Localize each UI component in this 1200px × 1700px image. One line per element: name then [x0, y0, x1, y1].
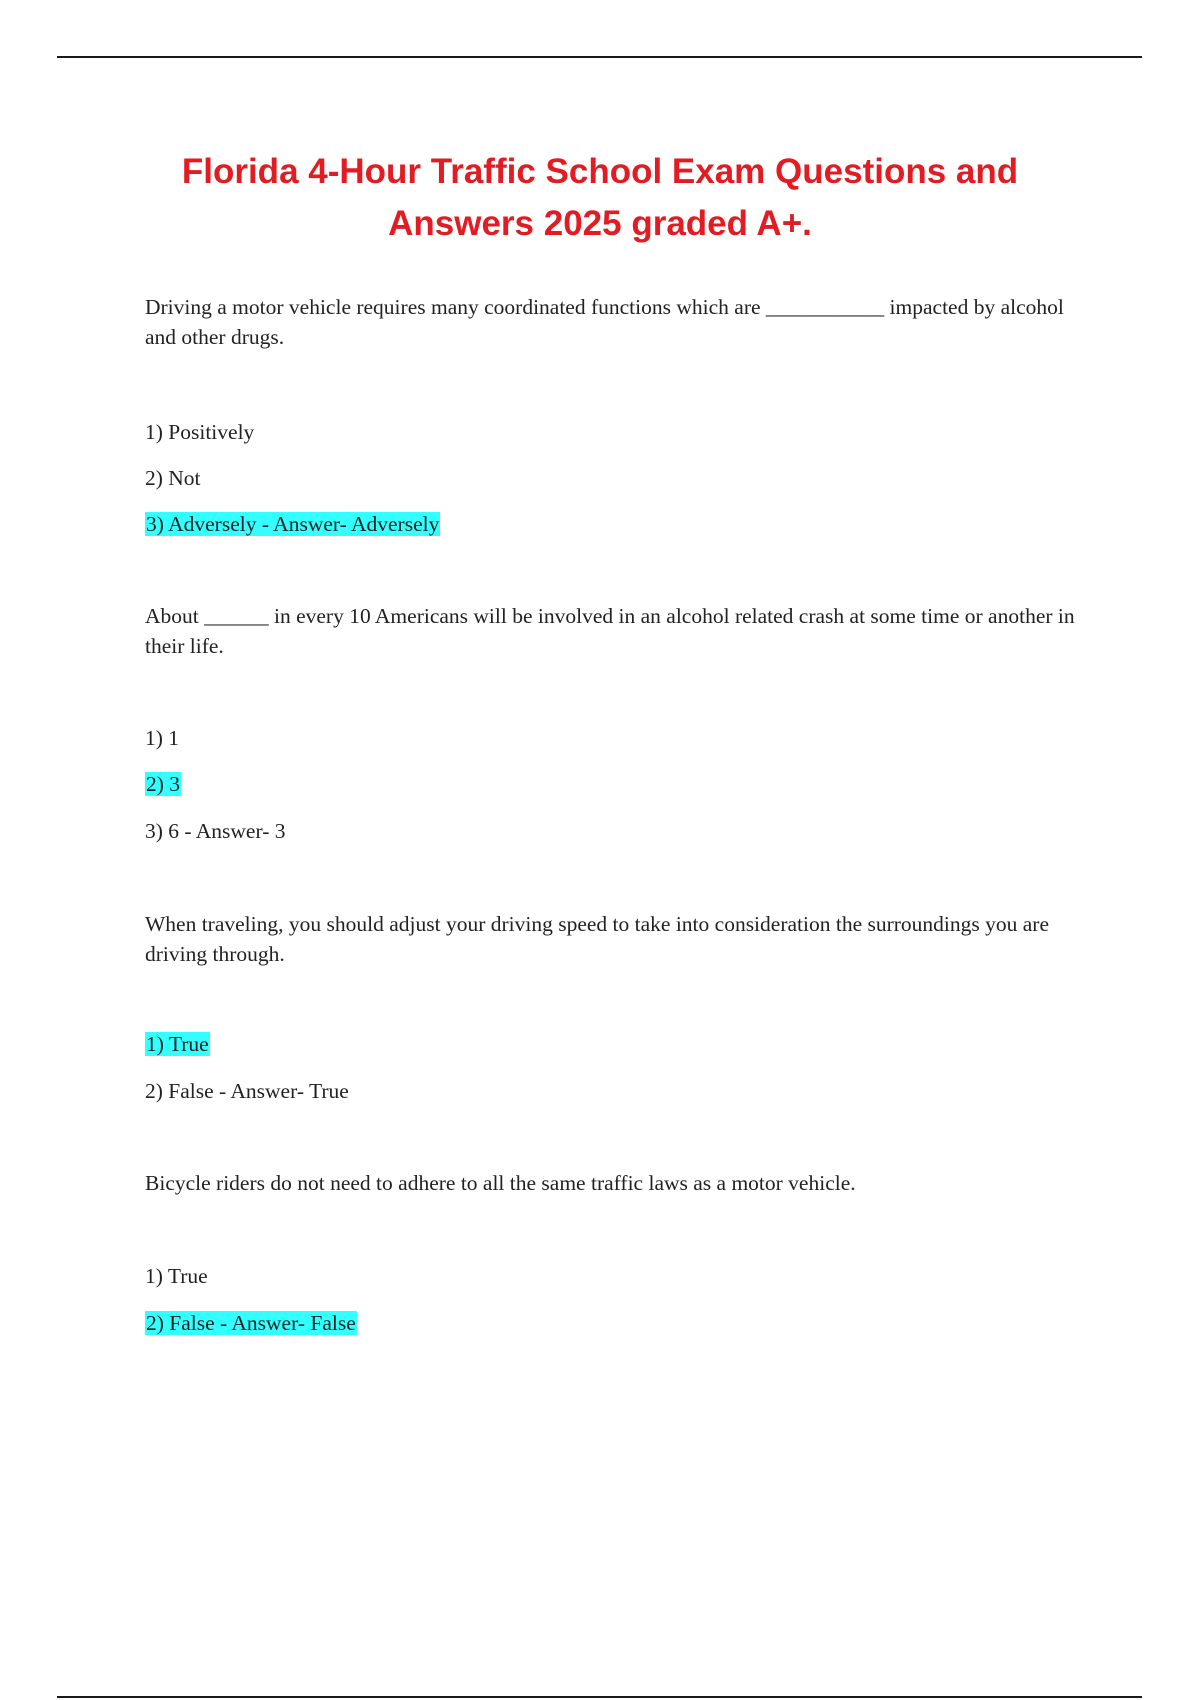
- question-2-prompt: About ______ in every 10 Americans will be involved in an alcohol related crash at some time or another in their life.: [145, 604, 1075, 658]
- option-text: 2) Not: [145, 466, 201, 490]
- question-4-option-2: [145, 1309, 357, 1337]
- highlighted-answer: 3) Adversely - Answer- Adversely: [146, 512, 440, 536]
- question-3-option-2: [145, 1077, 349, 1105]
- highlighted-answer: 1) True: [146, 1032, 209, 1056]
- bottom-rule: [57, 1696, 1142, 1698]
- question-2-option-3: [145, 817, 286, 845]
- highlighted-answer: 2) 3: [146, 772, 181, 796]
- question-3-prompt: When traveling, you should adjust your driving speed to take into consideration the surroundings you are driving through.: [145, 912, 1050, 966]
- question-4-prompt: Bicycle riders do not need to adhere to all the same traffic laws as a motor vehicle.: [145, 1171, 856, 1195]
- question-1-prompt: Driving a motor vehicle requires many coordinated functions which are ___________ impacted by alcohol and other drugs.: [145, 295, 1064, 349]
- question-2-option-1: [145, 724, 179, 752]
- question-3-option-1: [145, 1030, 210, 1058]
- option-text: 1) True: [145, 1264, 208, 1288]
- option-text: 3) 6 - Answer- 3: [145, 819, 286, 843]
- top-rule: [57, 56, 1142, 58]
- document-title: Florida 4-Hour Traffic School Exam Questions and Answers 2025 graded A+.: [181, 152, 1019, 243]
- option-text: 2) False - Answer- True: [145, 1079, 349, 1103]
- question-1-option-1: [145, 418, 254, 446]
- question-4-option-1: [145, 1262, 208, 1290]
- question-1-option-3: [145, 510, 440, 538]
- question-2-option-2: [145, 770, 181, 798]
- option-text: 1) Positively: [145, 420, 255, 444]
- highlighted-answer: 2) False - Answer- False: [146, 1311, 356, 1335]
- question-1-option-2: [145, 464, 201, 492]
- option-text: 1) 1: [145, 726, 180, 750]
